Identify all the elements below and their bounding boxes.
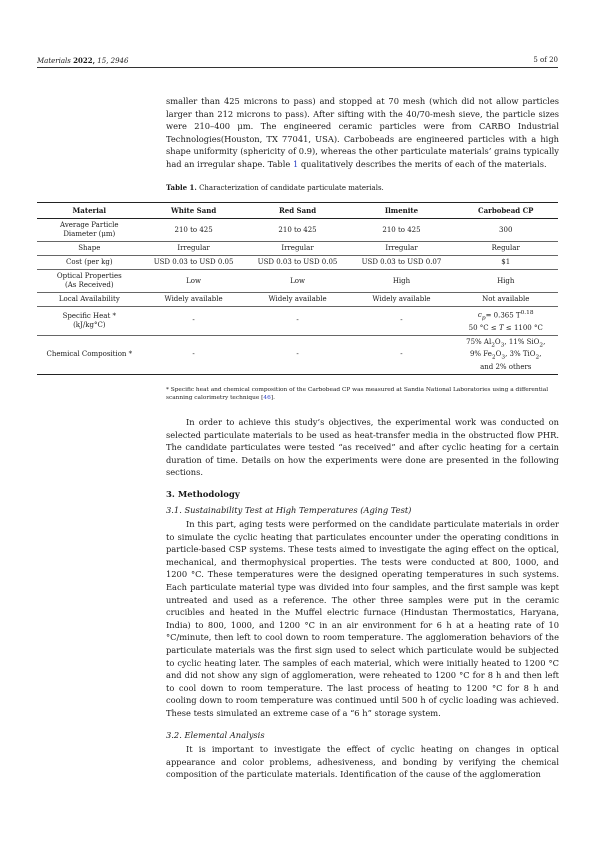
row-label-composition: Chemical Composition * — [37, 335, 142, 374]
table-cell: Irregular — [246, 242, 350, 256]
row-label-specific-heat: Specific Heat * (kJ/kg°C) — [37, 307, 142, 336]
table-cell: 210 to 425 — [350, 219, 454, 242]
header-white-sand: White Sand — [142, 203, 246, 219]
section-title-methodology: 3. Methodology — [166, 490, 240, 500]
elemental-analysis-paragraph: It is important to investigate the effect of cyclic heating on changes in optical appearance and color problems, adhesiveness, and bonding by verifying the chemical composition of the particulate materials. Identification of the cause of the agglomeration — [166, 744, 559, 780]
table-row — [37, 256, 558, 270]
table-row — [37, 307, 558, 336]
table-header-row — [37, 203, 558, 219]
table-cell: - — [350, 335, 454, 374]
page-number: 5 of 20 — [533, 56, 558, 64]
table-cell: Irregular — [142, 242, 246, 256]
table-caption — [166, 183, 384, 192]
journal-name: Materials — [37, 57, 71, 65]
header-carbobead: Carbobead CP — [453, 203, 558, 219]
table-cell: Regular — [453, 242, 558, 256]
journal-year: 2022, — [73, 56, 96, 65]
table-cell: 210 to 425 — [246, 219, 350, 242]
table-cell: USD 0.03 to USD 0.05 — [246, 256, 350, 270]
table-cell: - — [246, 307, 350, 336]
table-cell: - — [142, 307, 246, 336]
table-cell: $1 — [453, 256, 558, 270]
table-cell: 210 to 425 — [142, 219, 246, 242]
specific-heat-formula: $c_p= 0.365$ $T^{0.18}$ 50 °C ≤ T ≤ 1100 °C — [453, 307, 558, 336]
table-cell: High — [453, 270, 558, 293]
objective-paragraph: In order to achieve this study’s objectives, the experimental work was conducted on selected particulate materials to be used as heat-transfer media in the obstructed flow PHR. The candidate particulates were tested “as received” and after cyclic heating for a certain duration of time. Details on how the experiments were done are presented in the following sections. — [166, 417, 559, 478]
chemical-composition-cell: 75% $Al_2O_3$, 11% SiO$_2$, 9% $Fe_2O_3$, 3% TiO$_2$, and 2% others — [453, 335, 558, 374]
table-row — [37, 270, 558, 293]
row-label-availability: Local Availability — [37, 293, 142, 307]
citation-46-link[interactable]: 46 — [263, 395, 271, 401]
table-cell: Low — [142, 270, 246, 293]
table-row — [37, 242, 558, 256]
table-cell: 300 — [453, 219, 558, 242]
aging-test-paragraph: In this part, aging tests were performed on the candidate particulate materials in order to simulate the cyclic heating that particulates encounter under the operating conditions in particle-based CSP systems. These tests aimed to investigate the aging effect on the optical, mechanical, and thermophysical properties. The tests were conducted at 800, 1000, and 1200 °C. These temperatures were the designed operating temperatures in such systems. Each particulate material type was divided into four samples, and the first sample was kept untreated and used as a reference. The other three samples were put in the ceramic crucibles and heated in the Muffel electric furnace (Hindustan Thermostatics, Haryana, India) to 800, 1000, and 1200 °C in an air environment for 6 h at a heating rate of 10 °C/minute, then left to cool down to room temperature. The agglomeration behaviors of the particulate materials was the first sign used to select which particulate would be subjected to cyclic heating later. The samples of each material, which were initially heated to 1200 °C and did not show any sign of agglomeration, were reheated to 1200 °C for 8 h and then left to cool down to room temperature. The last process of heating to 1200 °C for 8 h and cooling down to room temperature was continued until 500 h of cyclic loading was achieved. These tests simulated an extreme case of a “6 h” storage system. — [166, 519, 559, 718]
table-cell: Not available — [453, 293, 558, 307]
row-label-diameter: Average Particle Diameter (μm) — [37, 219, 142, 242]
header-red-sand: Red Sand — [246, 203, 350, 219]
journal-header — [37, 56, 128, 65]
table-row — [37, 335, 558, 374]
table-row — [37, 219, 558, 242]
subsection-title-elemental: 3.2. Elemental Analysis — [166, 730, 265, 740]
row-label-optical: Optical Properties (As Received) — [37, 270, 142, 293]
particulate-table — [37, 202, 558, 375]
table-row — [37, 293, 558, 307]
table-footnote: * Specific heat and chemical composition of the Carbobead CP was measured at Sandia National Laboratories using a differential scanning calorimetry technique [46]. — [166, 387, 549, 401]
table-cell: Widely available — [246, 293, 350, 307]
subsection-title-aging: 3.1. Sustainability Test at High Temperatures (Aging Test) — [166, 505, 412, 515]
table-caption-text: Characterization of candidate particulate materials. — [199, 184, 384, 192]
header-material: Material — [37, 203, 142, 219]
row-label-cost: Cost (per kg) — [37, 256, 142, 270]
table-1-number-link[interactable]: 1 — [292, 158, 299, 169]
intro-paragraph: smaller than 425 microns to pass) and stopped at 70 mesh (which did not allow particles larger than 212 microns to pass). After sifting with the 40/70-mesh sieve, the particle sizes were 210–400 μm. The engineered ceramic particles were from CARBO Industrial Technologies(Houston, TX 77041, USA). Carbobeads are engineered particles with a high shape uniformity (sphericity of 0.9), whereas the other particulate materials’ grains typically had an irregular shape. Table 1 qualitatively describes the merits of each of the materials. — [166, 96, 559, 169]
table-cell: Widely available — [142, 293, 246, 307]
table-cell: High — [350, 270, 454, 293]
table-cell: - — [350, 307, 454, 336]
table-cell: USD 0.03 to USD 0.07 — [350, 256, 454, 270]
table-cell: Irregular — [350, 242, 454, 256]
table-cell: - — [246, 335, 350, 374]
header-divider — [37, 67, 558, 68]
row-label-shape: Shape — [37, 242, 142, 256]
table-1-link[interactable]: Table 1 — [267, 158, 299, 169]
table-cell: USD 0.03 to USD 0.05 — [142, 256, 246, 270]
table-caption-label: Table 1. — [166, 183, 197, 192]
table-cell: - — [142, 335, 246, 374]
table-cell: Low — [246, 270, 350, 293]
table-cell: Widely available — [350, 293, 454, 307]
journal-volume: 15, 2946 — [97, 57, 129, 65]
header-ilmenite: Ilmenite — [350, 203, 454, 219]
